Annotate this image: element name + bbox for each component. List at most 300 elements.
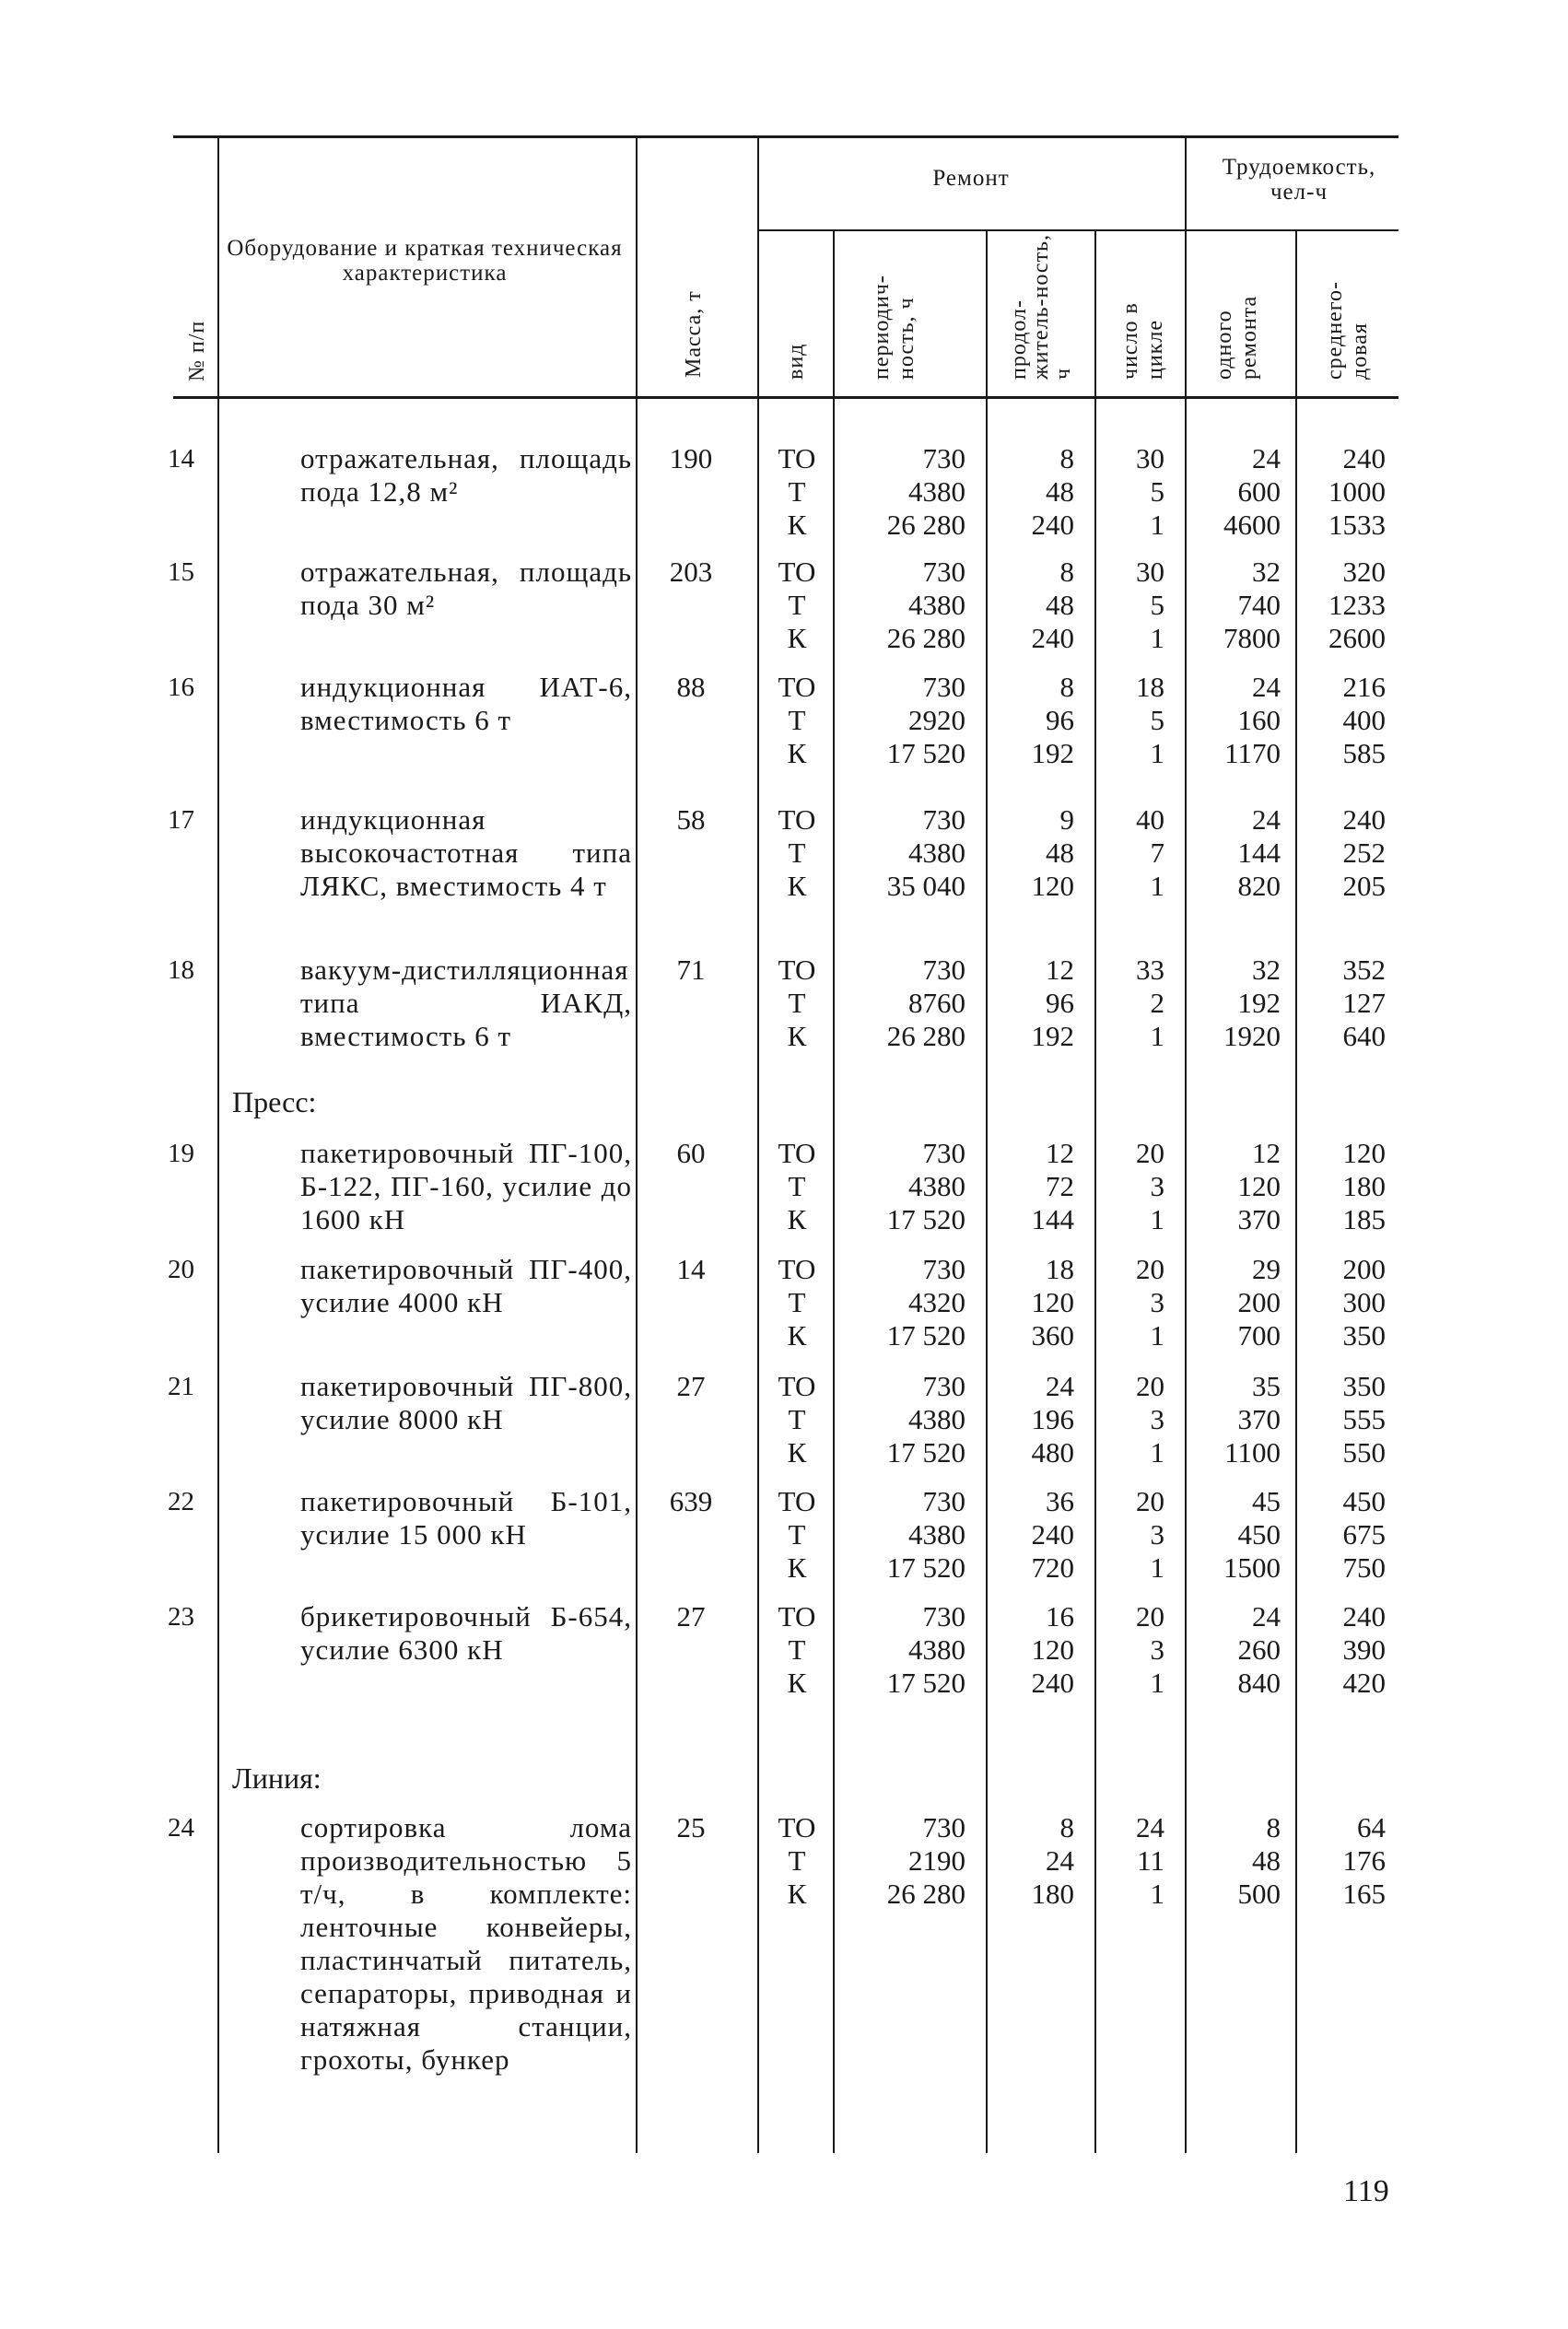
avg-value: 252: [1342, 837, 1386, 869]
avg-stack: [1295, 803, 1386, 903]
single-value: 24: [1252, 1600, 1281, 1633]
single-value: 840: [1237, 1667, 1281, 1699]
header-repair-count: число в цикле: [1118, 302, 1167, 380]
kinds-value: ТО: [778, 803, 816, 836]
duration-value: 48: [1046, 475, 1074, 508]
page-number: 119: [1343, 2174, 1389, 2208]
duration-value: 240: [1031, 1667, 1074, 1699]
kinds-stack: [761, 1600, 833, 1700]
single-value: 24: [1252, 671, 1281, 703]
avg-value: 1533: [1328, 509, 1386, 541]
count-value: 1: [1150, 1551, 1164, 1584]
avg-value: 120: [1342, 1137, 1386, 1169]
kinds-value: Т: [788, 475, 806, 508]
single-value: 740: [1237, 589, 1281, 621]
single-value: 29: [1252, 1253, 1281, 1285]
kinds-value: К: [787, 1878, 807, 1910]
duration-value: 192: [1031, 1020, 1074, 1052]
single-stack: [1185, 671, 1281, 770]
period-value: 730: [922, 1811, 965, 1843]
single-stack: [1185, 803, 1281, 903]
avg-value: 216: [1342, 671, 1386, 703]
single-value: 120: [1237, 1170, 1281, 1202]
row-number: 20: [168, 1255, 194, 1284]
header-labor-avg: среднего-довая: [1323, 281, 1372, 380]
kinds-stack: [761, 1253, 833, 1352]
avg-value: 420: [1342, 1667, 1386, 1699]
single-value: 1920: [1223, 1020, 1281, 1052]
single-stack: [1185, 1485, 1281, 1585]
count-value: 30: [1136, 442, 1164, 474]
duration-value: 36: [1046, 1485, 1074, 1517]
count-value: 1: [1150, 870, 1164, 902]
duration-value: 720: [1031, 1551, 1074, 1584]
period-value: 730: [922, 1485, 965, 1517]
avg-value: 64: [1357, 1811, 1386, 1843]
avg-value: 675: [1342, 1518, 1386, 1551]
table-top-rule: [173, 135, 1398, 138]
kinds-stack: [761, 442, 833, 542]
kinds-value: К: [787, 1436, 807, 1469]
count-value: 7: [1150, 837, 1164, 869]
count-value: 24: [1136, 1811, 1164, 1843]
period-stack: [833, 1370, 965, 1469]
count-value: 1: [1150, 622, 1164, 654]
count-value: 20: [1136, 1600, 1164, 1633]
count-stack: [1094, 1137, 1164, 1236]
period-value: 730: [922, 803, 965, 836]
avg-value: 400: [1342, 704, 1386, 736]
kinds-value: Т: [788, 704, 806, 736]
avg-value: 585: [1342, 737, 1386, 769]
header-labor-single: одного ремонта: [1212, 295, 1261, 380]
duration-value: 196: [1031, 1403, 1074, 1435]
count-value: 1: [1150, 737, 1164, 769]
duration-stack: [986, 556, 1074, 655]
single-value: 12: [1252, 1137, 1281, 1169]
single-value: 45: [1252, 1485, 1281, 1517]
row-number: 16: [168, 673, 194, 702]
period-value: 4320: [908, 1286, 965, 1318]
duration-value: 192: [1031, 737, 1074, 769]
count-value: 5: [1150, 475, 1164, 508]
duration-value: 144: [1031, 1203, 1074, 1235]
duration-value: 12: [1046, 1137, 1074, 1169]
period-stack: [833, 1811, 965, 1911]
avg-value: 352: [1342, 954, 1386, 986]
mass-value: 27: [676, 1600, 706, 1633]
avg-value: 350: [1342, 1370, 1386, 1402]
row-number: 22: [168, 1487, 194, 1516]
avg-value: 205: [1342, 870, 1386, 902]
count-value: 1: [1150, 1203, 1164, 1235]
duration-value: 24: [1046, 1844, 1074, 1877]
period-value: 730: [922, 1370, 965, 1402]
equipment-description: отражательная, площадь пода 30 м²: [300, 556, 632, 621]
avg-value: 185: [1342, 1203, 1386, 1235]
period-value: 730: [922, 1137, 965, 1169]
duration-value: 96: [1046, 987, 1074, 1019]
avg-value: 180: [1342, 1170, 1386, 1202]
header-repair-kind: вид: [784, 343, 808, 380]
duration-stack: [986, 803, 1074, 903]
header-bottom-rule: [173, 396, 1398, 399]
mass-value: 190: [669, 442, 713, 474]
kinds-value: Т: [788, 1633, 806, 1666]
single-value: 600: [1237, 475, 1281, 508]
count-value: 20: [1136, 1370, 1164, 1402]
mass-value: 71: [676, 954, 706, 986]
equipment-description: пакетировочный ПГ-800, усилие 8000 кН: [300, 1370, 632, 1435]
single-value: 48: [1252, 1844, 1281, 1877]
period-value: 4380: [908, 1403, 965, 1435]
equipment-description: индукционная ИАТ-6, вместимость 6 т: [300, 671, 632, 736]
period-value: 17 520: [886, 1436, 965, 1469]
duration-stack: [986, 1485, 1074, 1585]
period-stack: [833, 671, 965, 770]
avg-stack: [1295, 1485, 1386, 1585]
count-value: 20: [1136, 1253, 1164, 1285]
avg-value: 240: [1342, 442, 1386, 474]
period-value: 17 520: [886, 1203, 965, 1235]
avg-value: 390: [1342, 1633, 1386, 1666]
duration-value: 120: [1031, 1633, 1074, 1666]
avg-stack: [1295, 1370, 1386, 1469]
count-stack: [1094, 803, 1164, 903]
kinds-value: Т: [788, 1403, 806, 1435]
kinds-value: ТО: [778, 954, 816, 986]
count-value: 1: [1150, 1436, 1164, 1469]
count-value: 3: [1150, 1170, 1164, 1202]
period-value: 730: [922, 442, 965, 474]
count-stack: [1094, 1253, 1164, 1352]
period-value: 17 520: [886, 1319, 965, 1352]
count-stack: [1094, 954, 1164, 1053]
row-number: 21: [168, 1372, 194, 1401]
single-value: 35: [1252, 1370, 1281, 1402]
duration-value: 8: [1059, 442, 1074, 474]
duration-value: 72: [1046, 1170, 1074, 1202]
single-value: 1500: [1223, 1551, 1281, 1584]
kinds-stack: [761, 954, 833, 1053]
count-stack: [1094, 1485, 1164, 1585]
kinds-value: К: [787, 622, 807, 654]
row-number: 17: [168, 805, 194, 835]
count-value: 1: [1150, 1020, 1164, 1052]
mass-value: 639: [669, 1485, 713, 1517]
kinds-value: К: [787, 509, 807, 541]
duration-value: 16: [1046, 1600, 1074, 1633]
kinds-value: ТО: [778, 1370, 816, 1402]
count-stack: [1094, 442, 1164, 542]
single-value: 24: [1252, 803, 1281, 836]
single-value: 820: [1237, 870, 1281, 902]
period-value: 2190: [908, 1844, 965, 1877]
count-value: 18: [1136, 671, 1164, 703]
period-value: 730: [922, 954, 965, 986]
kinds-value: ТО: [778, 1137, 816, 1169]
duration-stack: [986, 671, 1074, 770]
count-stack: [1094, 1811, 1164, 1911]
duration-value: 48: [1046, 589, 1074, 621]
count-value: 20: [1136, 1485, 1164, 1517]
duration-value: 8: [1059, 671, 1074, 703]
single-stack: [1185, 556, 1281, 655]
group-label-press: Пресс:: [232, 1085, 317, 1118]
single-value: 24: [1252, 442, 1281, 474]
equipment-description: отражательная, площадь пода 12,8 м²: [300, 442, 632, 508]
avg-value: 350: [1342, 1319, 1386, 1352]
avg-value: 1000: [1328, 475, 1386, 508]
period-stack: [833, 803, 965, 903]
single-value: 700: [1237, 1319, 1281, 1352]
row-number: 24: [168, 1813, 194, 1843]
count-value: 20: [1136, 1137, 1164, 1169]
avg-value: 1233: [1328, 589, 1386, 621]
repair-subheader-rule: [757, 229, 1398, 231]
duration-value: 18: [1046, 1253, 1074, 1285]
period-stack: [833, 1600, 965, 1700]
duration-value: 240: [1031, 509, 1074, 541]
duration-stack: [986, 1811, 1074, 1911]
kinds-value: ТО: [778, 1485, 816, 1517]
single-value: 1100: [1224, 1436, 1281, 1469]
duration-stack: [986, 442, 1074, 542]
kinds-value: Т: [788, 1518, 806, 1551]
period-value: 26 280: [886, 509, 965, 541]
duration-value: 120: [1031, 1286, 1074, 1318]
avg-value: 750: [1342, 1551, 1386, 1584]
count-value: 2: [1150, 987, 1164, 1019]
equipment-description: пакетировочный ПГ-100, Б-122, ПГ-160, усилие до 1600 кН: [300, 1137, 632, 1235]
duration-value: 24: [1046, 1370, 1074, 1402]
count-stack: [1094, 671, 1164, 770]
single-value: 192: [1237, 987, 1281, 1019]
count-value: 1: [1150, 1667, 1164, 1699]
count-value: 11: [1137, 1844, 1164, 1877]
period-value: 4380: [908, 475, 965, 508]
avg-value: 450: [1342, 1485, 1386, 1517]
count-value: 1: [1150, 1319, 1164, 1352]
kinds-value: Т: [788, 837, 806, 869]
kinds-value: ТО: [778, 1253, 816, 1285]
single-stack: [1185, 1600, 1281, 1700]
mass-value: 27: [676, 1370, 706, 1402]
duration-value: 240: [1031, 1518, 1074, 1551]
period-value: 26 280: [886, 622, 965, 654]
single-value: 200: [1237, 1286, 1281, 1318]
count-value: 1: [1150, 509, 1164, 541]
single-value: 450: [1237, 1518, 1281, 1551]
avg-stack: [1295, 671, 1386, 770]
mass-value: 60: [676, 1137, 706, 1169]
equipment-description: вакуум-дистилляционная типа ИАКД, вместимость 6 т: [300, 954, 632, 1052]
mass-value: 25: [676, 1811, 706, 1843]
period-value: 730: [922, 1600, 965, 1633]
period-value: 730: [922, 556, 965, 588]
single-stack: [1185, 1137, 1281, 1236]
avg-value: 240: [1342, 803, 1386, 836]
period-stack: [833, 1485, 965, 1585]
count-value: 33: [1136, 954, 1164, 986]
kinds-stack: [761, 1811, 833, 1911]
count-value: 5: [1150, 704, 1164, 736]
count-value: 30: [1136, 556, 1164, 588]
kinds-value: К: [787, 1319, 807, 1352]
col-divider-3: [757, 135, 759, 2153]
equipment-description: пакетировочный Б-101, усилие 15 000 кН: [300, 1485, 632, 1551]
kinds-value: Т: [788, 1170, 806, 1202]
duration-value: 96: [1046, 704, 1074, 736]
single-value: 7800: [1223, 622, 1281, 654]
single-stack: [1185, 442, 1281, 542]
period-value: 26 280: [886, 1878, 965, 1910]
mass-value: 58: [676, 803, 706, 836]
period-value: 730: [922, 1253, 965, 1285]
row-number: 23: [168, 1602, 194, 1632]
kinds-value: К: [787, 737, 807, 769]
period-value: 17 520: [886, 1667, 965, 1699]
row-number: 19: [168, 1139, 194, 1168]
duration-value: 360: [1031, 1319, 1074, 1352]
duration-value: 120: [1031, 870, 1074, 902]
duration-value: 12: [1046, 954, 1074, 986]
header-labor: Трудоемкость, чел-ч: [1222, 155, 1376, 205]
avg-value: 555: [1342, 1403, 1386, 1435]
avg-value: 320: [1342, 556, 1386, 588]
count-value: 40: [1136, 803, 1164, 836]
single-value: 370: [1237, 1403, 1281, 1435]
kinds-value: Т: [788, 1844, 806, 1877]
single-value: 370: [1237, 1203, 1281, 1235]
single-value: 144: [1237, 837, 1281, 869]
duration-stack: [986, 1253, 1074, 1352]
header-repair: Ремонт: [932, 166, 1010, 191]
period-value: 4380: [908, 1170, 965, 1202]
avg-stack: [1295, 1600, 1386, 1700]
group-label-line: Линия:: [232, 1761, 322, 1795]
mass-value: 203: [669, 556, 713, 588]
duration-stack: [986, 1137, 1074, 1236]
mass-value: 14: [676, 1253, 706, 1285]
count-stack: [1094, 1600, 1164, 1700]
header-equipment: Оборудование и краткая техническая характеристика: [227, 236, 623, 286]
period-value: 4380: [908, 1518, 965, 1551]
duration-stack: [986, 1600, 1074, 1700]
period-stack: [833, 954, 965, 1053]
avg-value: 550: [1342, 1436, 1386, 1469]
kinds-stack: [761, 556, 833, 655]
kinds-stack: [761, 1370, 833, 1469]
equipment-description: индукционная высокочастотная типа ЛЯКС, вместимость 4 т: [300, 803, 632, 902]
col-divider-1: [217, 135, 219, 2153]
single-value: 4600: [1223, 509, 1281, 541]
period-value: 17 520: [886, 737, 965, 769]
kinds-value: К: [787, 1020, 807, 1052]
kinds-value: Т: [788, 987, 806, 1019]
single-value: 160: [1237, 704, 1281, 736]
col-divider-2: [636, 135, 638, 2153]
count-value: 1: [1150, 1878, 1164, 1910]
duration-value: 8: [1059, 556, 1074, 588]
single-value: 260: [1237, 1633, 1281, 1666]
count-value: 3: [1150, 1403, 1164, 1435]
kinds-value: ТО: [778, 1811, 816, 1843]
kinds-value: К: [787, 1667, 807, 1699]
period-stack: [833, 1253, 965, 1352]
avg-value: 240: [1342, 1600, 1386, 1633]
period-value: 2920: [908, 704, 965, 736]
period-value: 4380: [908, 589, 965, 621]
avg-stack: [1295, 442, 1386, 542]
kinds-value: ТО: [778, 1600, 816, 1633]
period-stack: [833, 556, 965, 655]
duration-stack: [986, 1370, 1074, 1469]
avg-value: 640: [1342, 1020, 1386, 1052]
count-value: 3: [1150, 1286, 1164, 1318]
count-value: 3: [1150, 1518, 1164, 1551]
kinds-value: Т: [788, 1286, 806, 1318]
mass-value: 88: [676, 671, 706, 703]
duration-value: 48: [1046, 837, 1074, 869]
period-value: 4380: [908, 837, 965, 869]
single-value: 32: [1252, 556, 1281, 588]
avg-value: 176: [1342, 1844, 1386, 1877]
single-value: 8: [1266, 1811, 1281, 1843]
avg-value: 165: [1342, 1878, 1386, 1910]
period-stack: [833, 1137, 965, 1236]
header-number: № п/п: [185, 320, 209, 381]
count-value: 5: [1150, 589, 1164, 621]
avg-stack: [1295, 1811, 1386, 1911]
single-stack: [1185, 1253, 1281, 1352]
row-number: 18: [168, 955, 194, 985]
duration-value: 240: [1031, 622, 1074, 654]
avg-value: 200: [1342, 1253, 1386, 1285]
single-stack: [1185, 954, 1281, 1053]
kinds-value: К: [787, 1551, 807, 1584]
single-stack: [1185, 1370, 1281, 1469]
avg-stack: [1295, 556, 1386, 655]
header-repair-period: периодич-ность, ч: [870, 275, 919, 380]
equipment-description: пакетировочный ПГ-400, усилие 4000 кН: [300, 1253, 632, 1318]
kinds-value: ТО: [778, 671, 816, 703]
avg-stack: [1295, 1137, 1386, 1236]
kinds-stack: [761, 803, 833, 903]
period-stack: [833, 442, 965, 542]
single-stack: [1185, 1811, 1281, 1911]
equipment-description: сортировка лома производительностью 5 т/ч, в комплекте: ленточные конвейеры, пластинчатый питатель, сепараторы, приводная и натяжная станции, грохоты, бункер: [300, 1811, 632, 2076]
single-value: 500: [1237, 1878, 1281, 1910]
kinds-value: ТО: [778, 556, 816, 588]
period-value: 730: [922, 671, 965, 703]
kinds-stack: [761, 671, 833, 770]
duration-stack: [986, 954, 1074, 1053]
duration-value: 180: [1031, 1878, 1074, 1910]
avg-value: 127: [1342, 987, 1386, 1019]
avg-stack: [1295, 1253, 1386, 1352]
period-value: 26 280: [886, 1020, 965, 1052]
avg-value: 2600: [1328, 622, 1386, 654]
kinds-value: К: [787, 1203, 807, 1235]
kinds-stack: [761, 1137, 833, 1236]
avg-stack: [1295, 954, 1386, 1053]
equipment-description: брикетировочный Б-654, усилие 6300 кН: [300, 1600, 632, 1666]
duration-value: 8: [1059, 1811, 1074, 1843]
header-repair-duration: продол-житель-ность, ч: [1007, 233, 1075, 380]
duration-value: 480: [1031, 1436, 1074, 1469]
row-number: 14: [168, 444, 194, 474]
